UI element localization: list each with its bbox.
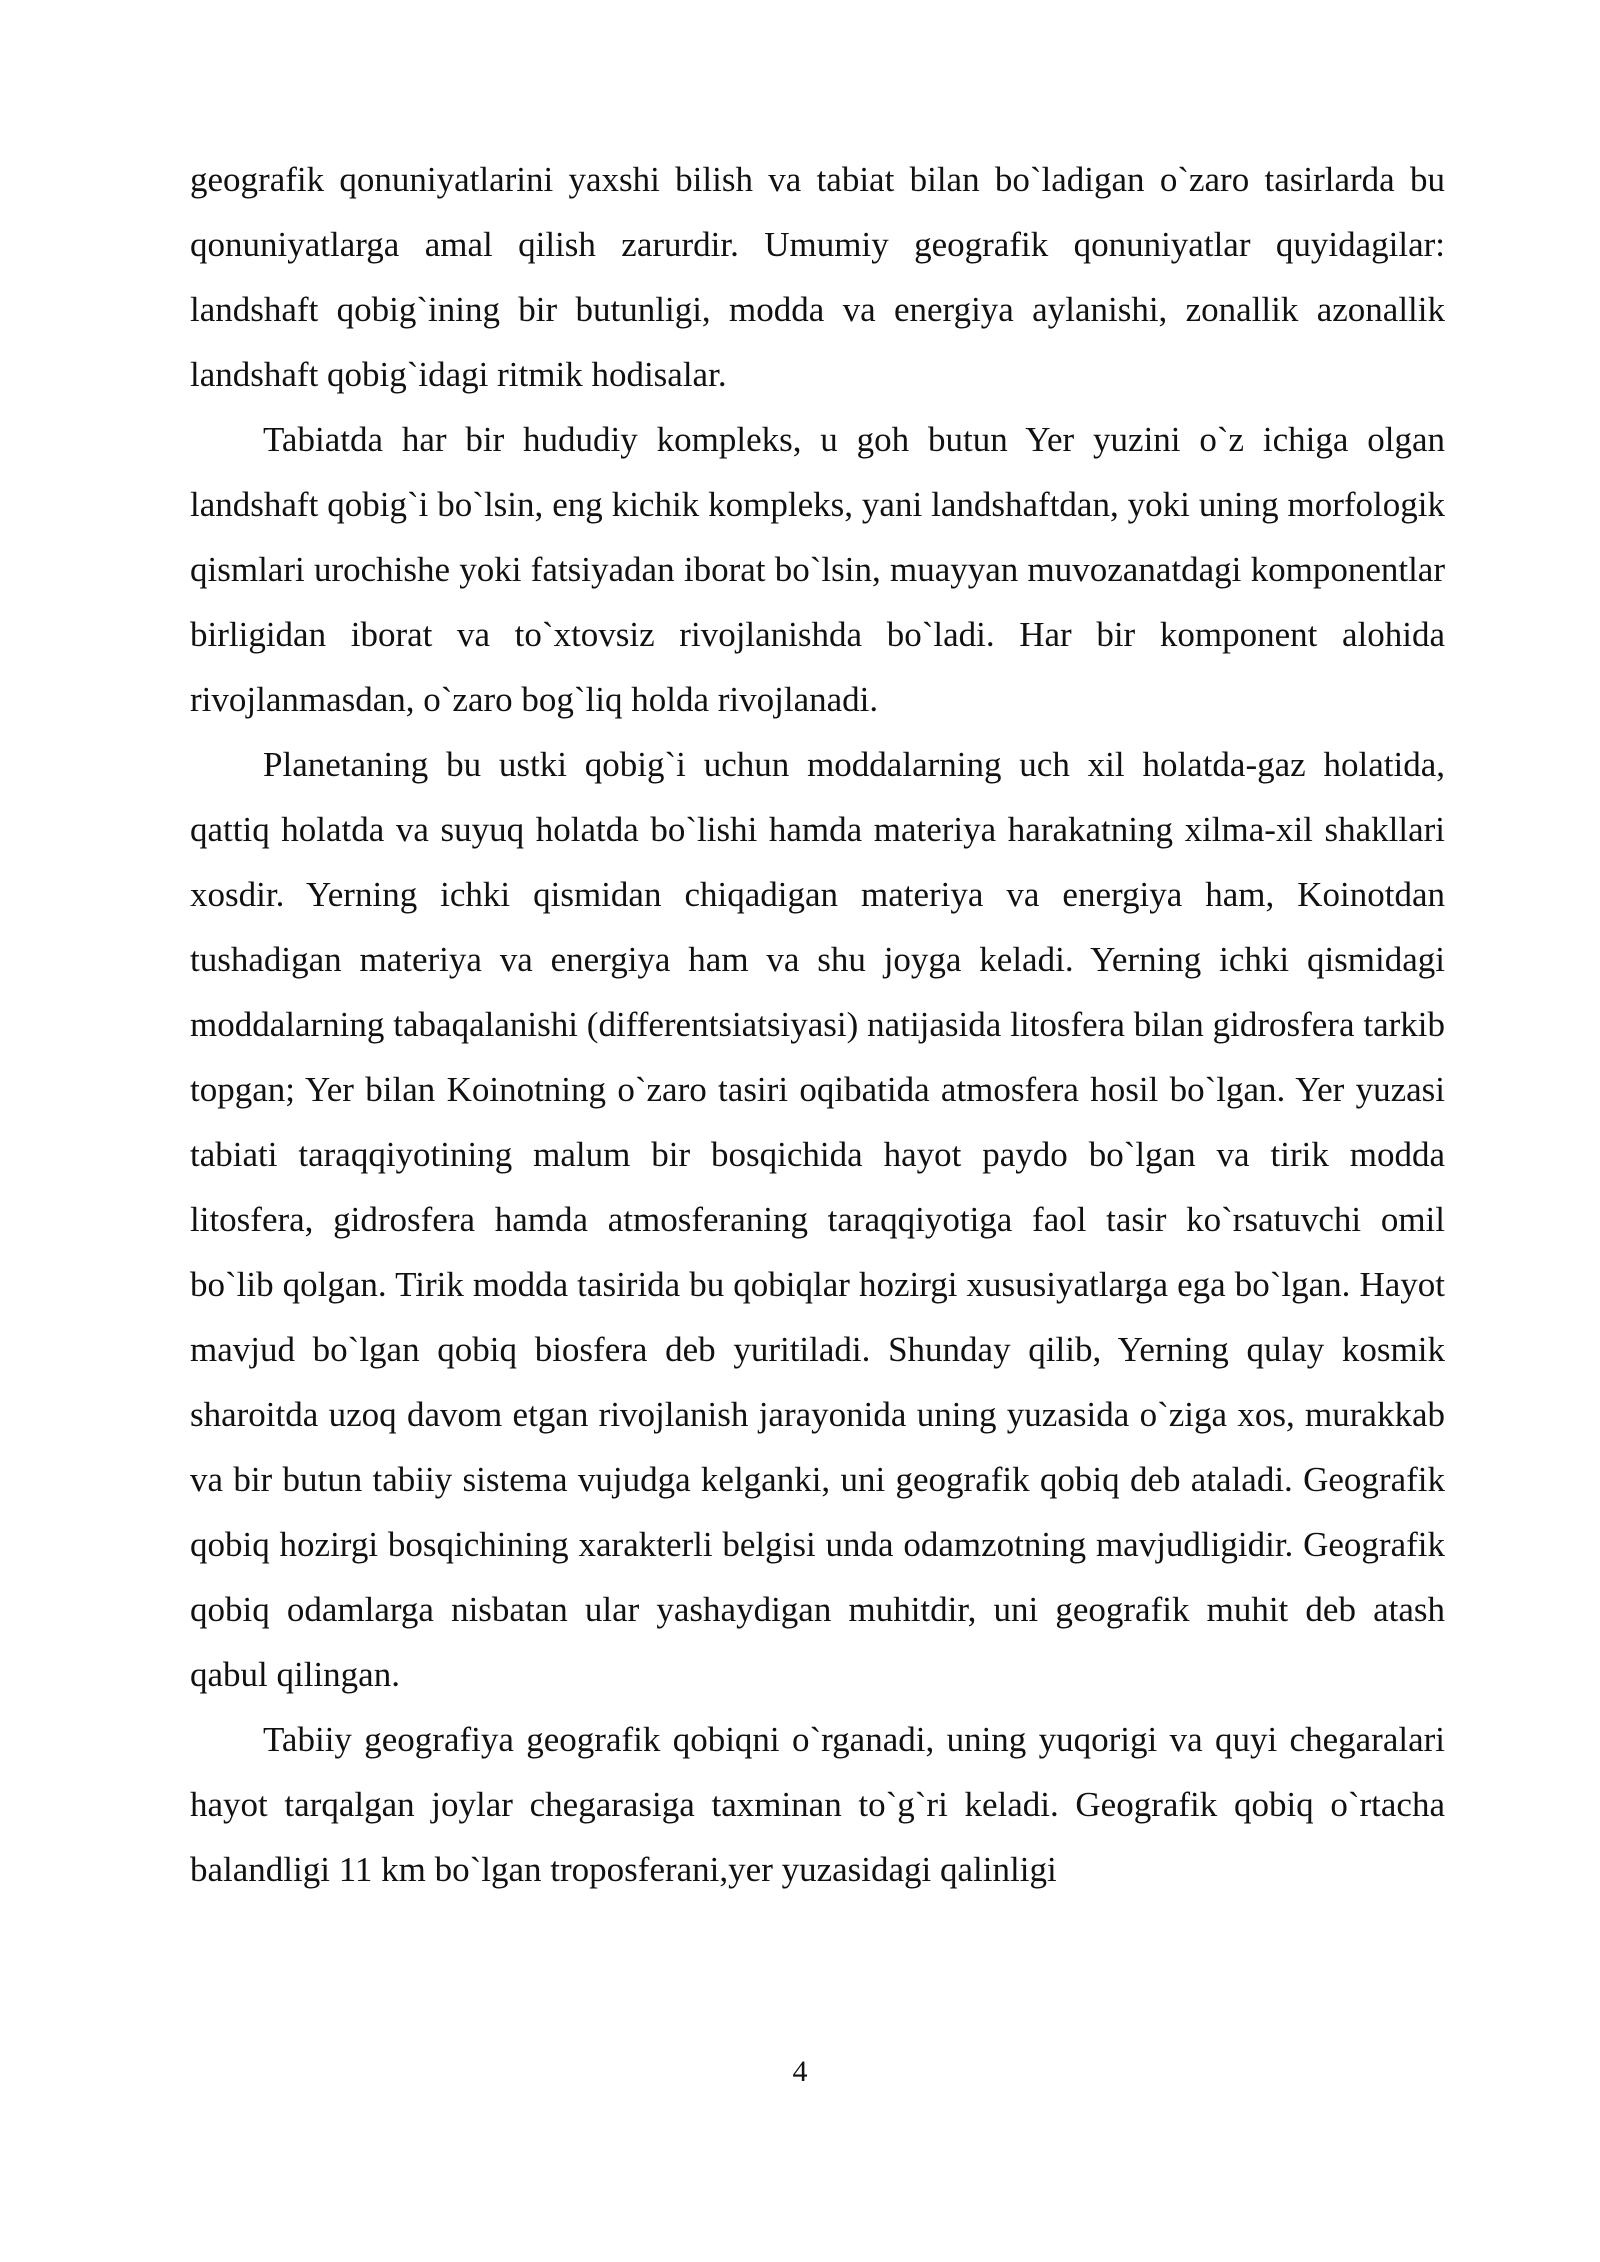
- page-number: 4: [792, 2055, 808, 2088]
- body-text: [190, 147, 1445, 1902]
- paragraph-planetaning: Planetaning bu ustki qobig`i uchun moddalarning uch xil holatda-gaz holatida, qattiq holatda va suyuq holatda bo`lishi hamda materiya harakatning xilma-xil shakllari xosdir. Yerning ichki qismidan chiqadigan materiya va energiya ham, Koinotdan tushadigan materiya va energiya ham va shu joyga keladi. Yerning ichki qismidagi moddalarning tabaqalanishi (differentsiatsiyasi) natijasida litosfera bilan gidrosfera tarkib topgan; Yer bilan Koinotning o`zaro tasiri oqibatida atmosfera hosil bo`lgan. Yer yuzasi tabiati taraqqiyotining malum bir bosqichida hayot paydo bo`lgan va tirik modda litosfera, gidrosfera hamda atmosferaning taraqqiyotiga faol tasir ko`rsatuvchi omil bo`lib qolgan. Tirik modda tasirida bu qobiqlar hozirgi xususiyatlarga ega bo`lgan. Hayot mavjud bo`lgan qobiq biosfera deb yuritiladi. Shunday qilib, Yerning qulay kosmik sharoitda uzoq davom etgan rivojlanish jarayonida uning yuzasida o`ziga xos, murakkab va bir butun tabiiy sistema vujudga kelganki, uni geografik qobiq deb ataladi. Geografik qobiq hozirgi bosqichining xarakterli belgisi unda odamzotning mavjudligidir. Geografik qobiq odamlarga nisbatan ular yashaydigan muhitdir, uni geografik muhit deb atash qabul qilingan.: [190, 745, 1445, 1694]
- paragraph-tabiatda: Tabiatda har bir hududiy kompleks, u goh butun Yer yuzini o`z ichiga olgan landshaft qobig`i bo`lsin, eng kichik kompleks, yani landshaftdan, yoki uning morfologik qismlari urochishe yoki fatsiyadan iborat bo`lsin, muayyan muvozanatdagi komponentlar birligidan iborat va to`xtovsiz rivojlanishda bo`ladi. Har bir komponent alohida rivojlanmasdan, o`zaro bog`liq holda rivojlanadi.: [190, 420, 1445, 719]
- paragraph-continuation: geografik qonuniyatlarini yaxshi bilish va tabiat bilan bo`ladigan o`zaro tasirlarda bu qonuniyatlarga amal qilish zarurdir. Umumiy geografik qonuniyatlar quyidagilar: landshaft qobig`ining bir butunligi, modda va energiya aylanishi, zonallik azonallik landshaft qobig`idagi ritmik hodisalar.: [190, 160, 1445, 394]
- paragraph-tabiiy-geografiya: Tabiiy geografiya geografik qobiqni o`rganadi, uning yuqorigi va quyi chegaralari hayot tarqalgan joylar chegarasiga taxminan to`g`ri keladi. Geografik qobiq o`rtacha balandligi 11 km bo`lgan troposferani,yer yuzasidagi qalinligi: [190, 1720, 1445, 1889]
